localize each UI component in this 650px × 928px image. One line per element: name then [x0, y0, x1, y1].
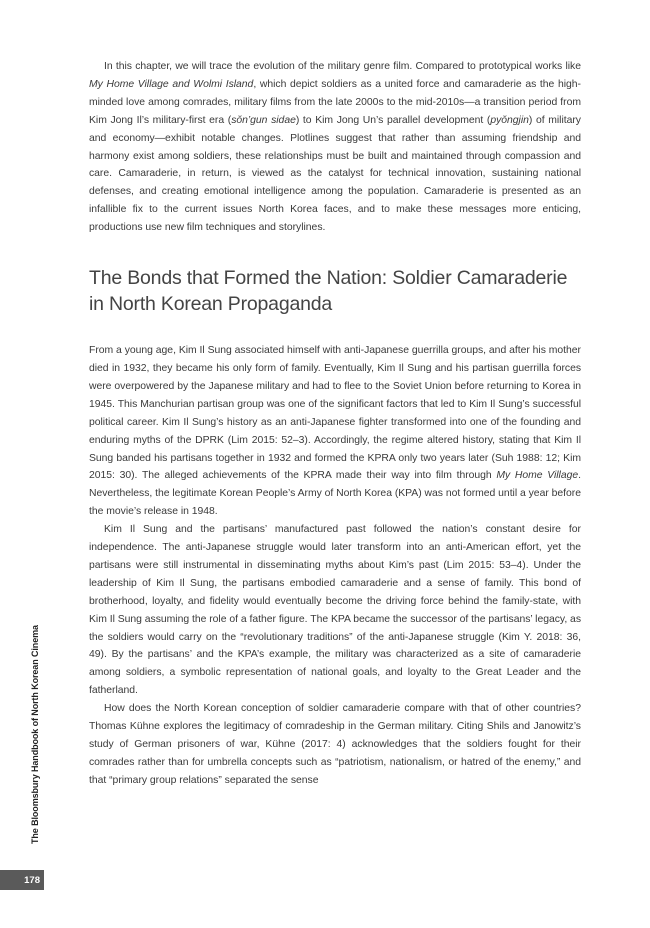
text-run: ) to Kim Jong Un’s parallel development ( — [295, 114, 491, 126]
text-run: From a young age, Kim Il Sung associated himself with anti-Japanese guerrilla groups, and after his mother died in 1932, they became his only form of family. Eventually, Kim Il Sung and his partisan guerrilla forces were overpowered by the Japanese military and had to flee to the Soviet Union before returning to Korea in 1945. This Manchurian partisan group was one of the significant factors that led to Kim Il Sung’s successful political career. Kim Il Sung’s history as an anti-Japanese fighter transformed into one of the founding and enduring myths of the DPRK (Lim 2015: 52–3). Accordingly, the regime altered history, stating that Kim Il Sung banded his partisans together in 1932 and formed the KPRA only two years later (Suh 1988: 12; Kim 2015: 30). The alleged achievements of the KPRA made their way into film through — [89, 345, 581, 482]
film-title: My Home Village and Wolmi Island — [89, 78, 254, 90]
page-number: 178 — [0, 870, 44, 890]
text-run: In this chapter, we will trace the evolution of the military genre film. Compared to prototypical works like — [104, 61, 581, 72]
intro-paragraph — [89, 58, 581, 237]
text-run: ) of military and economy—exhibit notable changes. Plotlines suggest that rather than assuming friendship and harmony exist among soldiers, these relationships must be built and maintained through compassion and care. Camaraderie, in return, is viewed as the catalyst for technical innovation, sustaining national defenses, and creating emotional intelligence among the population. Camaraderie is presented as an infallible fix to the current issues North Korea faces, and to make these messages more enticing, productions use new film techniques and storylines. — [89, 114, 581, 234]
romanized-term: pyŏngjin — [490, 114, 529, 126]
film-title: My Home Village — [496, 470, 579, 482]
section-paragraph-3: How does the North Korean conception of soldier camaraderie compare with that of other countries? Thomas Kühne explores the legitimacy of comradeship in the German military. Citing Shils and Janowitz’s study of German prisoners of war, Kühne (2017: 4) acknowledges that the soldiers fought for their comrades rather than for umbrella concepts such as “patriotism, nationalism, or hatred of the enemy,” and that “primary group relations” separated the sense — [89, 703, 581, 786]
text-run: . Nevertheless, the legitimate Korean People’s Army of North Korea (KPA) was not formed until a year before the movie’s release in 1948. — [89, 470, 581, 518]
section-heading: The Bonds that Formed the Nation: Soldier Camaraderie in North Korean Propaganda — [89, 267, 568, 316]
romanized-term: sŏn’gun sidae — [231, 114, 296, 126]
running-head: The Bloomsbury Handbook of North Korean Cinema — [30, 625, 40, 844]
text-column — [89, 58, 581, 790]
section-paragraph-2: Kim Il Sung and the partisans’ manufactured past followed the nation’s constant desire for independence. The anti-Japanese struggle would later transform into an anti-American effort, yet the partisans were still instrumental in disseminating myths about Kim’s past (Lim 2015: 53–4). Under the leadership of Kim Il Sung, the partisans embodied camaraderie and a sense of family. This bond of brotherhood, loyalty, and fidelity would eventually become the driving force behind the family-state, with Kim Il Sung assuming the role of a father figure. The KPA became the successor of the partisans’ legacy, as the soldiers would carry on the “revolutionary traditions” of the anti-Japanese struggle (Kim Y. 2018: 36, 49). By the partisans’ and the KPA’s example, the military was characterized as a site of camaraderie among soldiers, a symbolic representation of national goals, and loyalty to the Great Leader and the fatherland. — [89, 524, 581, 697]
text-run: , which depict soldiers as a united force and camaraderie as the high-minded love among comrades, military films from the late 2000s to the mid-2010s—a transition period from Kim Jong Il’s military-first era ( — [89, 78, 581, 126]
section-paragraph-1 — [89, 342, 581, 521]
